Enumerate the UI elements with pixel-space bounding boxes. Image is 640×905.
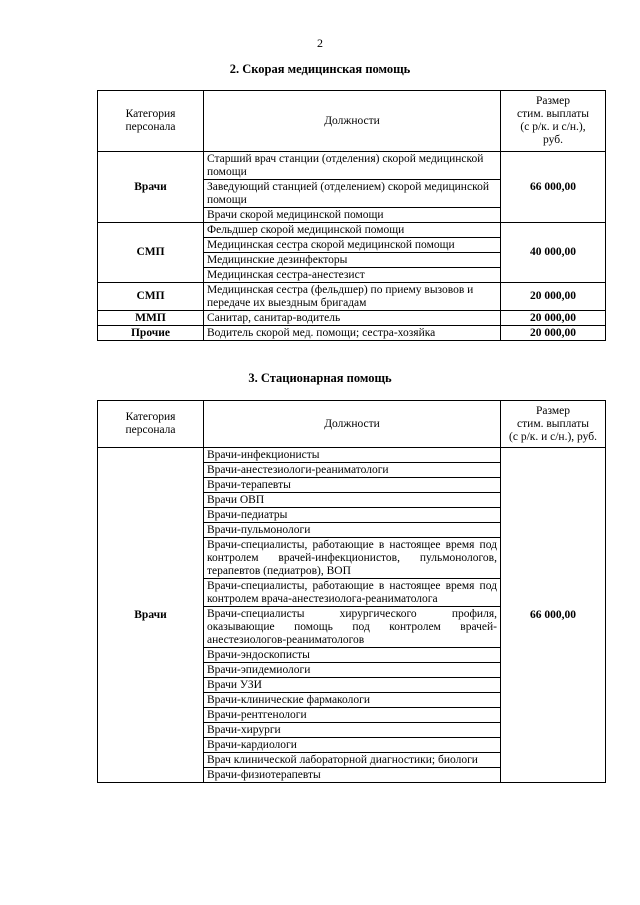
header-positions — [204, 91, 501, 152]
inpatient-table — [97, 400, 606, 783]
position-item: Врачи-инфекционисты — [204, 448, 500, 463]
position-item: Врачи-специалисты хирургического профиля, оказывающие помощь под контролем врачей-анестезиологов-реаниматологов — [204, 607, 500, 648]
category-cell: СМП — [98, 283, 204, 311]
position-item: Врачи-кардиологи — [204, 738, 500, 753]
header-amount-line: стим. выплаты — [517, 108, 589, 120]
position-item: Врачи-хирурги — [204, 723, 500, 738]
position-item: Врачи-специалисты, работающие в настоящее время под контролем врача-анестезиолога-реаниматолога — [204, 579, 500, 607]
header-amount-line: Размер — [535, 95, 570, 107]
amount-cell: 20 000,00 — [501, 311, 606, 326]
positions-cell — [204, 448, 501, 783]
position-item: Медицинские дезинфекторы — [204, 253, 500, 268]
position-item: Старший врач станции (отделения) скорой медицинской помощи — [204, 152, 500, 180]
position-item: Врачи ОВП — [204, 493, 500, 508]
position-item: Врачи-терапевты — [204, 478, 500, 493]
header-positions-label: Должности — [324, 114, 380, 127]
position-item: Врачи скорой медицинской помощи — [207, 209, 384, 221]
table-row — [98, 326, 606, 341]
positions-cell — [204, 283, 501, 311]
ambulance-table — [97, 90, 606, 341]
position-item: Врачи-пульмонологи — [204, 523, 500, 538]
positions-cell — [204, 223, 501, 283]
header-positions-label: Должности — [324, 417, 380, 430]
amount-cell: 66 000,00 — [501, 448, 606, 783]
position-item: Врачи-педиатры — [204, 508, 500, 523]
header-amount-line: стим. выплаты — [517, 417, 589, 430]
position-item: Медицинская сестра скорой медицинской помощи — [204, 238, 500, 253]
header-category — [98, 91, 204, 152]
header-amount-line: руб. — [543, 134, 563, 146]
header-category — [98, 401, 204, 448]
category-cell: СМП — [98, 223, 204, 283]
category-cell: Врачи — [98, 152, 204, 223]
table-row — [98, 223, 606, 283]
amount-cell: 40 000,00 — [501, 223, 606, 283]
header-amount — [501, 91, 606, 152]
position-item: Врач клинической лабораторной диагностики; биологи — [204, 753, 500, 768]
amount-cell: 66 000,00 — [501, 152, 606, 223]
position-item: Заведующий станцией (отделением) скорой медицинской помощи — [204, 180, 500, 208]
position-item: Врачи-эпидемиологи — [204, 663, 500, 678]
position-item: Санитар, санитар-водитель — [207, 312, 341, 324]
amount-cell: 20 000,00 — [501, 283, 606, 311]
position-item: Врачи-анестезиологи-реаниматологи — [204, 463, 500, 478]
table-header-row — [98, 91, 606, 152]
category-cell: Врачи — [98, 448, 204, 783]
table-row — [98, 448, 606, 783]
position-item: Врачи-эндоскописты — [204, 648, 500, 663]
category-cell: ММП — [98, 311, 204, 326]
position-item: Медицинская сестра (фельдшер) по приему вызовов и передаче их выездным бригадам — [207, 284, 474, 309]
positions-cell — [204, 326, 501, 341]
position-item: Фельдшер скорой медицинской помощи — [204, 223, 500, 238]
header-category-line: Категория — [125, 411, 176, 423]
position-item: Врачи УЗИ — [204, 678, 500, 693]
header-positions — [204, 401, 501, 448]
position-item: Врачи-рентгенологи — [204, 708, 500, 723]
section-title-inpatient: 3. Стационарная помощь — [248, 371, 392, 385]
table-row — [98, 311, 606, 326]
section-title-ambulance: 2. Скорая медицинская помощь — [229, 62, 411, 76]
position-item: Врачи-физиотерапевты — [207, 769, 321, 781]
amount-cell: 20 000,00 — [501, 326, 606, 341]
header-category-line: персонала — [125, 424, 176, 436]
header-amount-line: Размер — [535, 404, 570, 417]
position-item: Водитель скорой мед. помощи; сестра-хозяйка — [207, 327, 436, 339]
header-amount — [501, 401, 606, 448]
header-amount-line: (с р/к. и с/н.), — [520, 121, 586, 133]
category-cell: Прочие — [98, 326, 204, 341]
header-category-line: Категория — [125, 108, 176, 120]
table-row — [98, 283, 606, 311]
position-item: Врачи-специалисты, работающие в настоящее время под контролем врачей-инфекционистов, пульмонологов, терапевтов (педиатров), ВОП — [204, 538, 500, 579]
table-row — [98, 152, 606, 223]
positions-cell — [204, 152, 501, 223]
position-item: Медицинская сестра-анестезист — [207, 269, 365, 281]
table-header-row — [98, 401, 606, 448]
header-category-line: персонала — [125, 121, 176, 133]
page-number: 2 — [317, 36, 323, 50]
header-amount-line: (с р/к. и с/н.), руб. — [509, 430, 597, 443]
positions-cell — [204, 311, 501, 326]
position-item: Врачи-клинические фармакологи — [204, 693, 500, 708]
